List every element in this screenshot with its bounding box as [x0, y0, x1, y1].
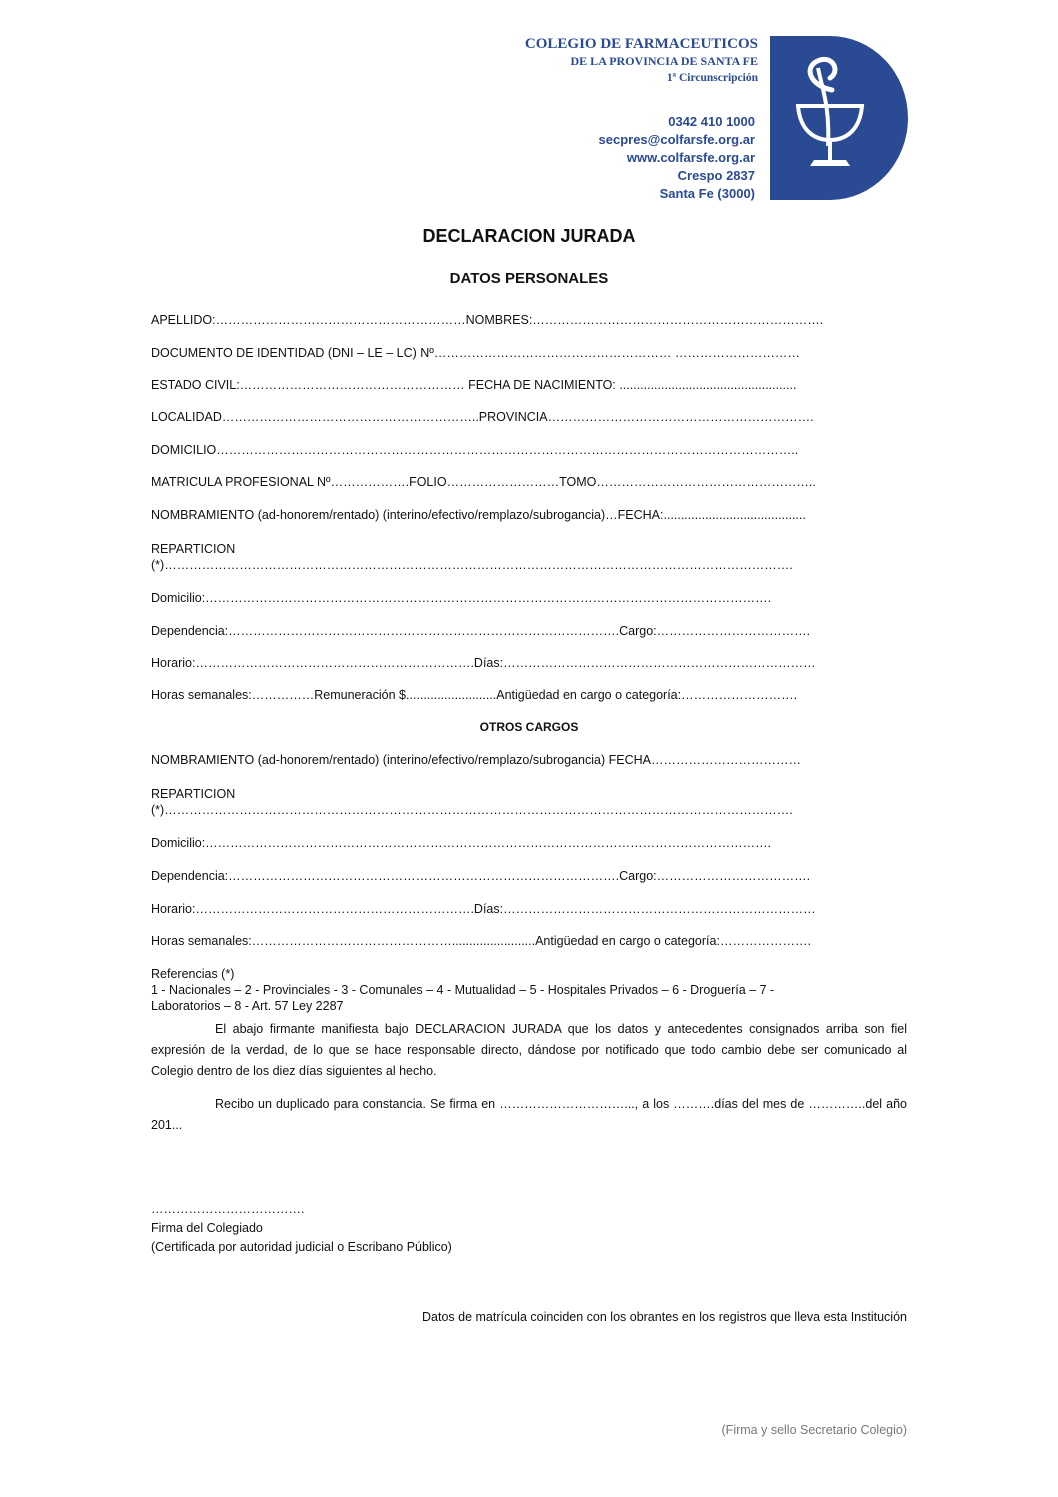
website: www.colfarsfe.org.ar [626, 150, 755, 165]
secretario-signature-label: (Firma y sello Secretario Colegio) [721, 1423, 907, 1437]
firma-label: Firma del Colegiado [151, 1221, 263, 1235]
declaracion-paragraph: El abajo firmante manifiesta bajo DECLARACION JURADA que los datos y antecedentes consignados arriba son fiel expresión de la verdad, de lo que se hace responsable directo, dándose por notificado que todo cambio debe ser comunicado al Colegio dentro de los diez días siguientes al hecho. [151, 1022, 907, 1078]
field-nombramiento[interactable]: NOMBRAMIENTO (ad-honorem/rentado) (interino/efectivo/remplazo/subrogancia)…FECHA:......................................... [151, 508, 806, 522]
field-otros-domicilio[interactable]: Domicilio:………………………………………………………………………………………………………………………. [151, 836, 772, 850]
section-title-otros-cargos: OTROS CARGOS [479, 720, 579, 734]
reparticion-line[interactable]: (*)……………………………………………………………………………………………………………………………………. [151, 558, 793, 572]
field-otros-dependencia-cargo[interactable]: Dependencia:………………………………………………………………………………….Cargo:………………………………. [151, 869, 811, 883]
field-otros-horario-dias[interactable]: Horario:………………………………………………………….Días:………………………………………………………………… [151, 902, 816, 916]
field-horas-remuneracion[interactable]: Horas semanales:……………Remuneración $..........................Antigüedad en cargo o categoría:………………………. [151, 688, 798, 702]
otros-reparticion-label: REPARTICION [151, 787, 236, 801]
referencias-line2: Laboratorios – 8 - Art. 57 Ley 2287 [151, 999, 344, 1013]
field-otros-horas[interactable]: Horas semanales:…………………………………………........................Antigüedad en cargo o categoría:…………………. [151, 934, 811, 948]
field-apellido-nombres[interactable]: APELLIDO:……………………………………………………NOMBRES:……………………………………………………………. [151, 313, 824, 327]
section-title-datos-personales: DATOS PERSONALES [449, 270, 609, 287]
field-horario-dias[interactable]: Horario:………………………………………………………….Días:………………………………………………………………… [151, 656, 816, 670]
referencias [151, 966, 911, 1014]
document-title: DECLARACION JURADA [422, 226, 636, 246]
field-matricula[interactable]: MATRICULA PROFESIONAL Nº……………….FOLIO………………………TOMO…………………………………………….. [151, 475, 816, 489]
firma-line[interactable]: ………………………………. [151, 1202, 305, 1216]
referencias-title: Referencias (*) [151, 967, 235, 981]
matricula-coincide-note: Datos de matrícula coinciden con los obrantes en los registros que lleva esta Institución [422, 1310, 907, 1324]
field-otros-nombramiento[interactable]: NOMBRAMIENTO (ad-honorem/rentado) (interino/efectivo/remplazo/subrogancia) FECHA……………………………… [151, 753, 801, 767]
recibo-paragraph[interactable]: Recibo un duplicado para constancia. Se firma en …………………………..., a los ……….días del mes de …………..del año 201... [151, 1097, 907, 1132]
org-circunscripcion: 1ª Circunscripción [666, 72, 758, 84]
field-dependencia-cargo[interactable]: Dependencia:………………………………………………………………………………….Cargo:………………………………. [151, 624, 811, 638]
contact-block [599, 113, 755, 203]
org-name-block [525, 36, 758, 87]
email: secpres@colfarsfe.org.ar [598, 132, 755, 147]
field-documento[interactable]: DOCUMENTO DE IDENTIDAD (DNI – LE – LC) Nº………………………………………………… ………………………… [151, 346, 800, 360]
field-estado-civil-nacimiento[interactable]: ESTADO CIVIL:……………………………………………… FECHA DE NACIMIENTO: ................................................... [151, 378, 797, 392]
org-name: COLEGIO DE FARMACEUTICOS [524, 36, 758, 52]
field-domicilio-reparticion[interactable]: Domicilio:………………………………………………………………………………………………………………………. [151, 591, 772, 605]
pharmacy-bowl-serpent-logo-icon [770, 36, 908, 200]
referencias-line1: 1 - Nacionales – 2 - Provinciales - 3 - Comunales – 4 - Mutualidad – 5 - Hospitales Privados – 6 - Droguería – 7 - [151, 983, 775, 997]
firma-cert: (Certificada por autoridad judicial o Escribano Público) [151, 1240, 452, 1254]
field-domicilio[interactable]: DOMICILIO………………………………………………………………………………………………………………………….. [151, 443, 799, 457]
field-localidad-provincia[interactable]: LOCALIDAD……………………………………………………..PROVINCIA………………………………………………………. [151, 410, 814, 424]
city: Santa Fe (3000) [659, 186, 755, 201]
street-address: Crespo 2837 [677, 168, 755, 183]
org-province: DE LA PROVINCIA DE SANTA FE [570, 54, 758, 68]
otros-reparticion-line[interactable]: (*)……………………………………………………………………………………………………………………………………. [151, 803, 793, 817]
field-reparticion[interactable] [151, 541, 793, 573]
phone: 0342 410 1000 [668, 114, 755, 129]
reparticion-label: REPARTICION [151, 542, 236, 556]
firma-block [151, 1200, 452, 1257]
field-otros-reparticion[interactable] [151, 786, 793, 818]
